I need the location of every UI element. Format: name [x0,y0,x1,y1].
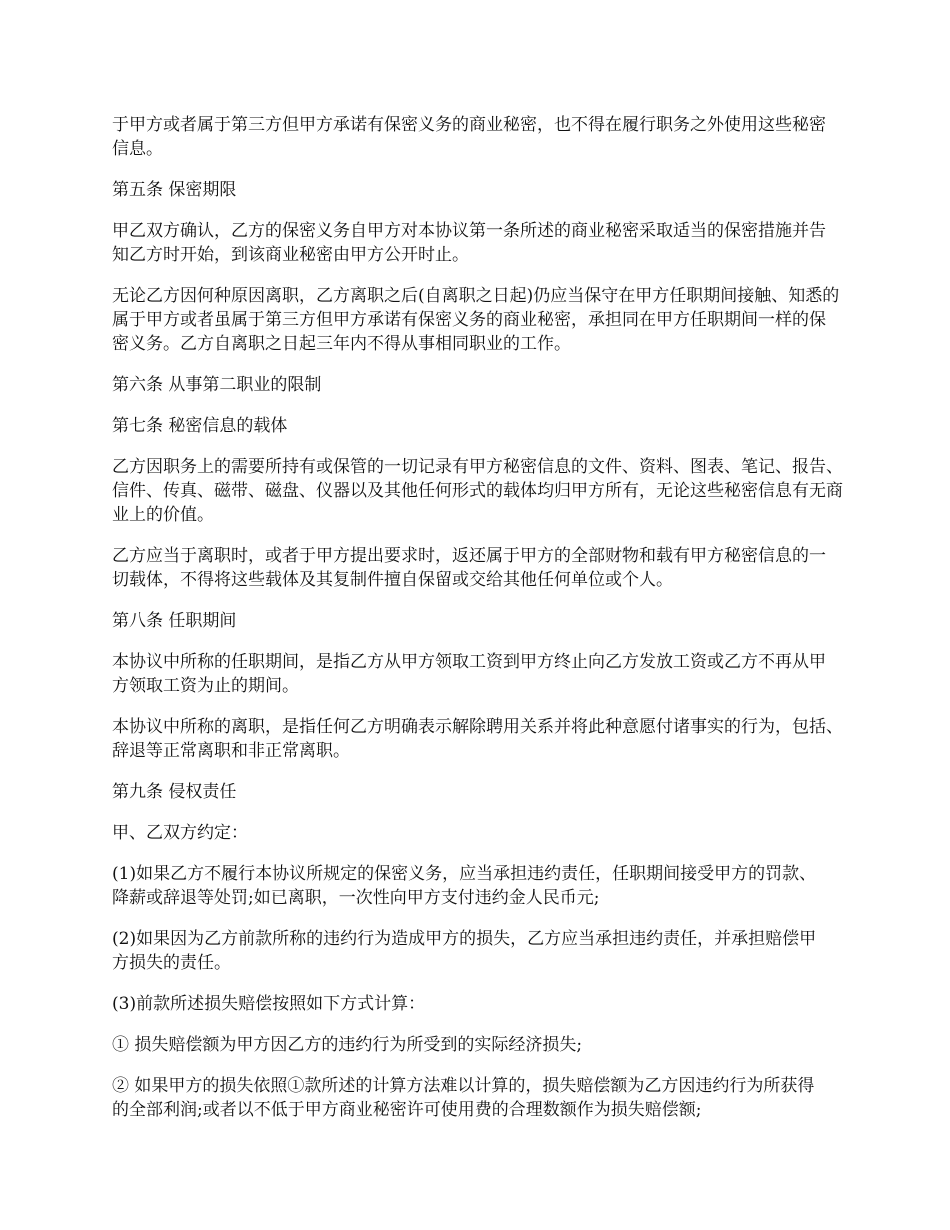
paragraph: 本协议中所称的任职期间，是指乙方从甲方领取工资到甲方终止向乙方发放工资或乙方不再从甲方领取工资为止的期间。 [112,652,826,696]
list-item-1: (1)如果乙方不履行本协议所规定的保密义务，应当承担违约责任，任职期间接受甲方的罚款、降薪或辞退等处罚;如已离职，一次性向甲方支付违约金人民币元; [112,864,817,908]
paragraph-continuation: 于甲方或者属于第三方但甲方承诺有保密义务的商业秘密，也不得在履行职务之外使用这些秘密信息。 [112,115,826,159]
document-body [112,113,852,1139]
sub-item-1: ① 损失赔偿额为甲方因乙方的违约行为所受到的实际经济损失; [112,1035,583,1055]
paragraph: 无论乙方因何种原因离职，乙方离职之后(自离职之日起)仍应当保守在甲方任职期间接触、知悉的属于甲方或者虽属于第三方但甲方承诺有保密义务的商业秘密，承担同在甲方任职期间一样的保密义务。乙方自离职之日起三年内不得从事相同职业的工作。 [112,286,840,354]
list-item-3: (3)前款所述损失赔偿按照如下方式计算： [112,994,426,1014]
section-heading-article-5: 第五条 保密期限 [112,180,237,200]
paragraph: 乙方因职务上的需要所持有或保管的一切记录有甲方秘密信息的文件、资料、图表、笔记、报告、信件、传真、磁带、磁盘、仪器以及其他任何形式的载体均归甲方所有，无论这些秘密信息有无商业上的价值。 [112,457,843,525]
sub-item-2: ② 如果甲方的损失依照①款所述的计算方法难以计算的，损失赔偿额为乙方因违约行为所获得的全部利润;或者以不低于甲方商业秘密许可使用费的合理数额作为损失赔偿额; [112,1076,815,1120]
section-heading-article-6: 第六条 从事第二职业的限制 [112,375,322,395]
section-heading-article-9: 第九条 侵权责任 [112,782,237,802]
list-item-2: (2)如果因为乙方前款所称的违约行为造成甲方的损失，乙方应当承担违约责任，并承担赔偿甲方损失的责任。 [112,929,817,973]
paragraph: 甲乙双方确认，乙方的保密义务自甲方对本协议第一条所述的商业秘密采取适当的保密措施并告知乙方时开始，到该商业秘密由甲方公开时止。 [112,221,826,265]
paragraph: 本协议中所称的离职，是指任何乙方明确表示解除聘用关系并将此种意愿付诸事实的行为，包括、辞退等正常离职和非正常离职。 [112,717,843,761]
paragraph: 甲、乙双方约定： [112,823,248,843]
section-heading-article-7: 第七条 秘密信息的载体 [112,416,288,436]
section-heading-article-8: 第八条 任职期间 [112,611,237,631]
paragraph: 乙方应当于离职时，或者于甲方提出要求时，返还属于甲方的全部财物和载有甲方秘密信息的一切载体，不得将这些载体及其复制件擅自保留或交给其他任何单位或个人。 [112,546,826,590]
